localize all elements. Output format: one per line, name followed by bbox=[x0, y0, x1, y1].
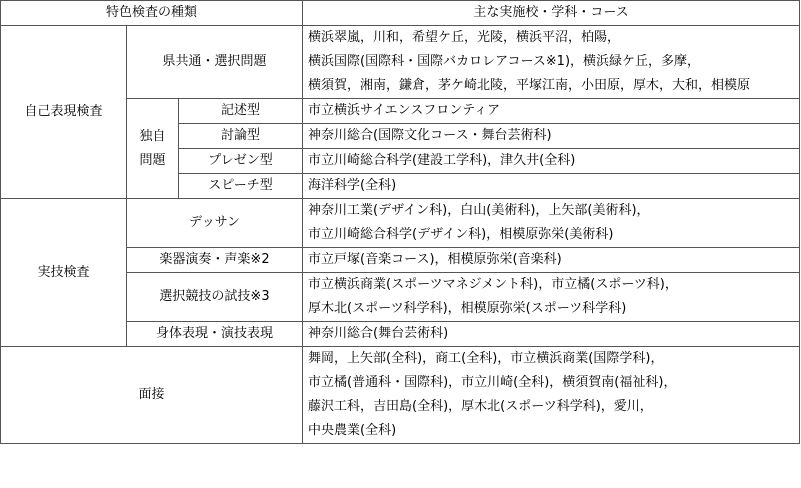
original-type-label: 討論型 bbox=[179, 124, 303, 149]
original-type-schools: 市立川崎総合科学(建設工学科)，津久井(全科) bbox=[303, 149, 800, 174]
table-row bbox=[1, 199, 800, 248]
practical-type-schools: 市立戸塚(音楽コース)，相模原弥栄(音楽科) bbox=[303, 248, 800, 273]
common-question-label: 県共通・選択問題 bbox=[127, 26, 303, 99]
table-row bbox=[1, 26, 800, 99]
header-exam-type: 特色検査の種類 bbox=[1, 1, 303, 26]
original-question-label: 独自 問題 bbox=[127, 99, 179, 199]
interview-schools: 舞岡，上矢部(全科)，商工(全科)，市立横浜商業(国際学科)， 市立橘(普通科・国際科)，市立川崎(全科)，横須賀南(福祉科)， 藤沢工科，吉田島(全科)，厚木北(スポーツ科学科)，愛川， 中央農業(全科) bbox=[303, 347, 800, 444]
header-schools: 主な実施校・学科・コース bbox=[303, 1, 800, 26]
interview-label: 面接 bbox=[1, 347, 303, 444]
practical-label: 実技検査 bbox=[1, 199, 127, 347]
practical-type-label: デッサン bbox=[127, 199, 303, 248]
original-type-schools: 市立横浜サイエンスフロンティア bbox=[303, 99, 800, 124]
practical-type-label: 楽器演奏・声楽※2 bbox=[127, 248, 303, 273]
header-row bbox=[1, 1, 800, 26]
practical-type-schools: 神奈川総合(舞台芸術科) bbox=[303, 322, 800, 347]
table-row bbox=[1, 347, 800, 444]
original-type-schools: 神奈川総合(国際文化コース・舞台芸術科) bbox=[303, 124, 800, 149]
original-type-label: プレゼン型 bbox=[179, 149, 303, 174]
original-type-label: スピーチ型 bbox=[179, 174, 303, 199]
practical-type-label: 選択競技の試技※3 bbox=[127, 273, 303, 322]
common-question-schools: 横浜翠嵐，川和，希望ケ丘，光陵，横浜平沼，柏陽， 横浜国際(国際科・国際バカロレアコース※1)，横浜緑ケ丘，多摩， 横須賀，湘南，鎌倉，茅ケ崎北陵，平塚江南，小田原，厚木，大和，相模原 bbox=[303, 26, 800, 99]
original-type-label: 記述型 bbox=[179, 99, 303, 124]
practical-type-label: 身体表現・演技表現 bbox=[127, 322, 303, 347]
practical-type-schools: 神奈川工業(デザイン科)，白山(美術科)，上矢部(美術科)， 市立川崎総合科学(デザイン科)，相模原弥栄(美術科) bbox=[303, 199, 800, 248]
self-expression-label: 自己表現検査 bbox=[1, 26, 127, 199]
original-type-schools: 海洋科学(全科) bbox=[303, 174, 800, 199]
practical-type-schools: 市立横浜商業(スポーツマネジメント科)，市立橘(スポーツ科)， 厚木北(スポーツ科学科)，相模原弥栄(スポーツ科学科) bbox=[303, 273, 800, 322]
